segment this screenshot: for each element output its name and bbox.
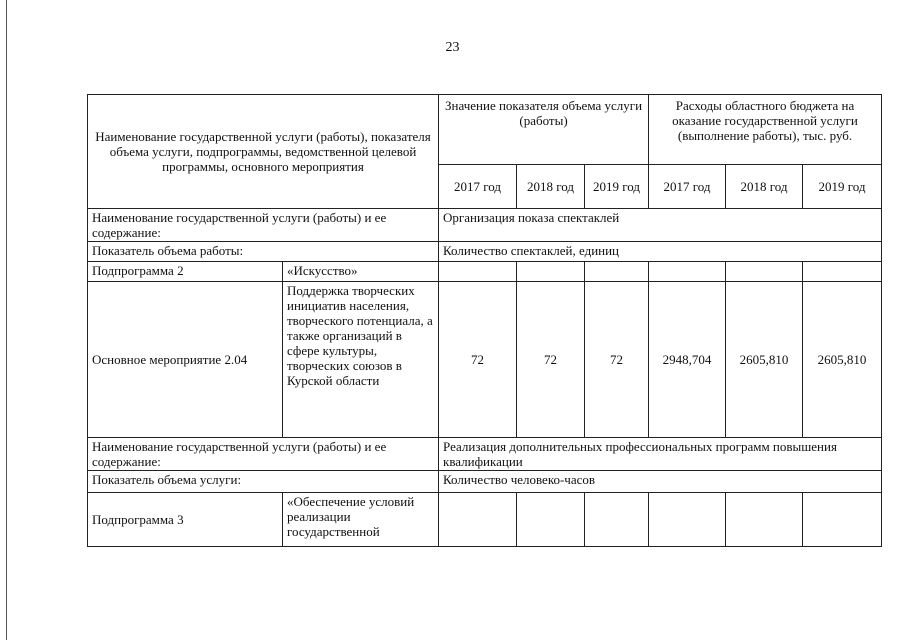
activity-description: Поддержка творческих инициатив населения, творческого потенциала, а также организаций в сфере культуры, творческих союзов в Курской области (283, 282, 439, 438)
indicator-value: Количество человеко-часов (439, 471, 882, 493)
value-2018: 72 (517, 282, 585, 438)
table-row (88, 438, 882, 471)
header-row (88, 95, 882, 165)
year-budget-2017: 2017 год (649, 165, 726, 209)
service-label: Наименование государственной услуги (работы) и ее содержание: (88, 209, 439, 242)
empty-cell (517, 493, 585, 547)
budget-2018: 2605,810 (726, 282, 803, 438)
empty-cell (726, 262, 803, 282)
subprogram-label: Подпрограмма 3 (88, 493, 283, 547)
empty-cell (726, 493, 803, 547)
indicator-label: Показатель объема работы: (88, 242, 439, 262)
year-value-2018: 2018 год (517, 165, 585, 209)
indicator-value: Количество спектаклей, единиц (439, 242, 882, 262)
year-value-2017: 2017 год (439, 165, 517, 209)
subprogram-label: Подпрограмма 2 (88, 262, 283, 282)
empty-cell (585, 262, 649, 282)
empty-cell (803, 262, 882, 282)
table-row (88, 262, 882, 282)
empty-cell (517, 262, 585, 282)
indicator-label: Показатель объема услуги: (88, 471, 439, 493)
year-budget-2018: 2018 год (726, 165, 803, 209)
empty-cell (803, 493, 882, 547)
empty-cell (439, 493, 517, 547)
budget-table (87, 94, 882, 547)
year-value-2019: 2019 год (585, 165, 649, 209)
page-number: 23 (445, 40, 460, 55)
header-service-name: Наименование государственной услуги (работы), показателя объема услуги, подпрограммы, ведомственной целевой программы, основного мероприятия (88, 95, 439, 209)
empty-cell (585, 493, 649, 547)
year-budget-2019: 2019 год (803, 165, 882, 209)
service-value: Реализация дополнительных профессиональных программ повышения квалификации (439, 438, 882, 471)
page-edge-line (6, 0, 7, 640)
table-row (88, 471, 882, 493)
table-row (88, 282, 882, 438)
value-2017: 72 (439, 282, 517, 438)
service-label: Наименование государственной услуги (работы) и ее содержание: (88, 438, 439, 471)
empty-cell (649, 262, 726, 282)
table-row (88, 209, 882, 242)
table-row (88, 242, 882, 262)
subprogram-name: «Обеспечение условий реализации государственной (283, 493, 439, 547)
budget-2017: 2948,704 (649, 282, 726, 438)
activity-label: Основное мероприятие 2.04 (88, 282, 283, 438)
table-row (88, 493, 882, 547)
header-volume-value: Значение показателя объема услуги (работы) (439, 95, 649, 165)
service-value: Организация показа спектаклей (439, 209, 882, 242)
subprogram-name: «Искусство» (283, 262, 439, 282)
empty-cell (439, 262, 517, 282)
budget-2019: 2605,810 (803, 282, 882, 438)
header-budget-expenses: Расходы областного бюджета на оказание государственной услуги (выполнение работы), тыс. руб. (649, 95, 882, 165)
empty-cell (649, 493, 726, 547)
value-2019: 72 (585, 282, 649, 438)
